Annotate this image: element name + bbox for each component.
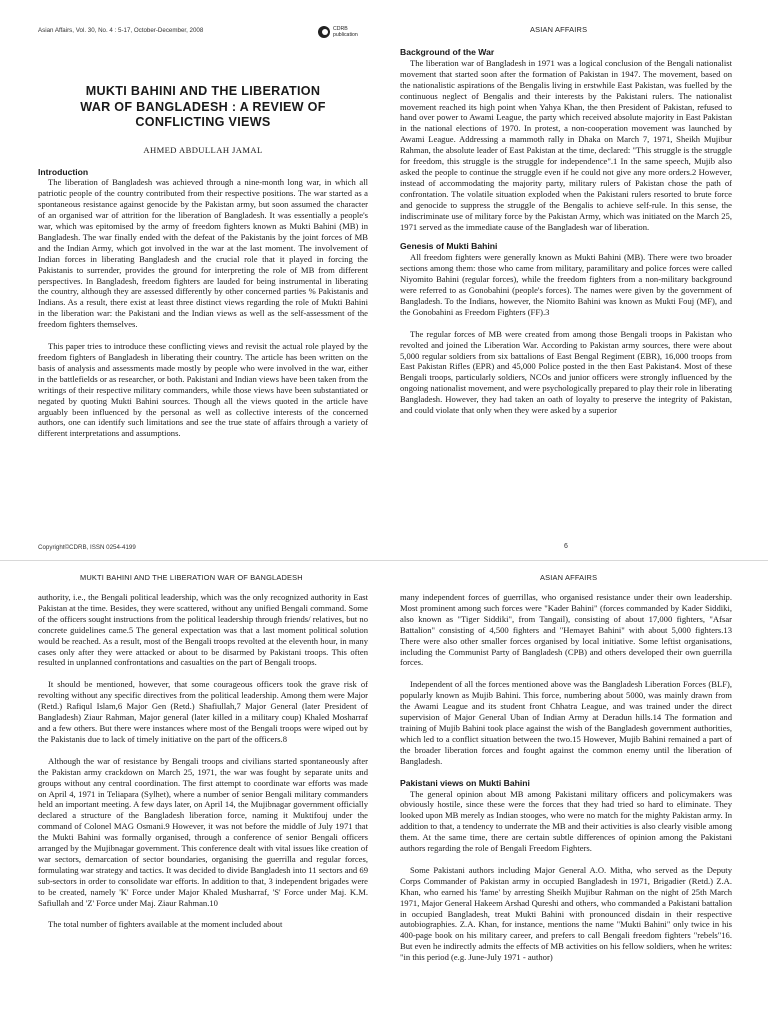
intro-paragraph-2: This paper tries to introduce these conflicting views and revisit the actual role played by the freedom fighters of Bangladesh in liberating their country. The article has been written on the basis of analysis and assessments made mostly by people who were involved in the war, either in the battlefields or as researcher, or both. Pakistani and Indian views have been taken from the writings of their respective military commanders, while those views have been substantiated or negated by quoting Mukti Bahini sources. Though all the views quoted in the article have arguably been influenced by the personal as well as collective interests of the concerned authors, one can identify such limitations and see the true state of affairs through a variety of different interpretations and assumptions. (38, 341, 368, 439)
intro-paragraph-1: The liberation of Bangladesh was achieved through a nine-month long war, in which all patriotic people of the country contributed from their respective positions. The war started as a spontaneous resistance against genocide by the Pakistan army, but soon assumed the character of an organised war of attrition for the liberation of Bangladesh. It was essentially a people's war, which was epitomised by the army of freedom fighters known as Mukti Bahini (MB) in Bangladesh. The war finally ended with the defeat of the Pakistanis by the joint forces of MB and the Indian Army, which got involved in the war at the last moment. The involvement of Indian forces in liberating Bangladesh and the crucial role that it played in forcing the Pakistanis to surrender, provides the ground for interpreting the role of MB from different perspectives. In Bangladesh, freedom fighters are lauded for being instrumental in liberating the country, although they are assessed differently by other concerned parties % Pakistanis and Indians. As a result, there exist at least three distinct views regarding the role of Mukti Bahini in the liberation war: the Pakistani and the Indian views as well as the self-assessment of the freedom fighters themselves. (38, 177, 368, 330)
right-column-page-2 (400, 592, 732, 963)
publisher-logo (318, 26, 358, 38)
introduction-heading: Introduction (38, 166, 89, 177)
genesis-heading: Genesis of Mukti Bahini (400, 241, 498, 252)
left-column-page-2 (38, 592, 368, 930)
logo-line-1: CDRB (333, 26, 348, 32)
journal-reference: Asian Affairs, Vol. 30, No. 4 : 5-17, October-December, 2008 (38, 27, 204, 34)
right-column-page-1 (400, 47, 732, 416)
right-paragraph-3: The general opinion about MB among Pakistani military officers and policymakers was obviously hostile, since these were the forces that they had tried so hard to eliminate. They looked upon MB merely as Indian stooges, who were no match for the mighty Pakistan army. In addition to that, a tendency to underrate the MB and their activities is also clearly visible among them. At the same time, there are certain subtle differences of opinion among the Pakistani authors regarding the role of Bengali Freedom Fighters. (400, 788, 732, 854)
right-paragraph-1: many independent forces of guerrillas, who organised resistance under their own leadership. Most prominent among such forces were "Kader Bahini" (forces commanded by Kader Siddiki, also known as "Tiger Siddiki", from Tangail), consisting of about 17,000 fighters, "Afsar Battalion" consisting of 4,500 fighters and "Hemayet Bahini" with about 5,000 fighters.13 There were also other smaller forces organised by local initiative. Some leftist organisations, including the Communist Party of Bangladesh (CPB) and others developed their own guerrilla forces. (400, 592, 732, 668)
running-head-left: MUKTI BAHINI AND THE LIBERATION WAR OF BANGLADESH (80, 573, 303, 582)
background-paragraph: The liberation war of Bangladesh in 1971 was a logical conclusion of the Bengali nationalist movement that started soon after the formation of Pakistan in 1947. The movement, based on the nationalistic aspirations of the Bengalis living in erstwhile East Pakistan, was fuelled by the continuous neglect of Bengalis and their interests by the Pakistani rulers. The nationalist movement reached its high point when Yahya Khan, the then President of Pakistan, refused to hand over power to Awami League, the party which received absolute majority in East Pakistan in the national elections of 1970. In protest, a non-cooperation movement was launched by Awami League. Addressing a mammoth rally in Dhaka on March 7, 1971, Sheikh Mujibur Rahman, the absolute leader of East Pakistan at the time, declared: "This struggle is the struggle for freedom, this struggle is the struggle for independence".1 In the same speech, Mujib also asked the people to continue the struggle even if he could not give any more orders.2 However, instead of accommodating the majority party, military rulers of Pakistan chose the path of confrontation. The volatile situation exploded when the Pakistani rulers resorted to brute force and genocide to suppress the struggle of the Bengalis to achieve self-rule. In this sense, the indiscriminate use of military force by the Pakistan Army, which was initiated on the March 25, 1971 served as the immediate cause of the Bangladesh war of liberation. (400, 57, 732, 232)
page-number: 6 (564, 543, 568, 550)
author-name: AHMED ABDULLAH JAMAL (143, 144, 263, 155)
left-paragraph-2: It should be mentioned, however, that some courageous officers took the grave risk of revolting without any specific directives from the political leadership. Among them were Major (Retd.) Rafiqul Islam,6 Major Gen (Retd.) Shafiullah,7 Major General (later President of Bangladesh) Ziaur Rahman, Major general (later killed in a military coup) Khaled Mosharraf and a few others. But there were instances where most of the Bengali troops were wiped out by the Pakistanis due to lack of timely initiative on the part of the officers.8 (38, 679, 368, 744)
right-paragraph-4: Some Pakistani authors including Major General A.O. Mitha, who served as the Deputy Corps Commander of Pakistan army in occupied Bangladesh in 1971, Brigadier (Retd.) Z.A. Khan, who earned his 'fame' by arresting Sheikh Mujibur Rahman on the night of 25th March 1971, Major General Hakeem Arshad Qureshi and others, who commanded a Pakistani battalion in occupied Bangladesh, treat Mukti Bahini with pronounced disdain in their respective autobiographies. Z.A. Khan, for instance, mentions the name "Mukti Bahini" only twice in his 400-page book on his military career, and prefers to call Bengali freedom fighters "rebels"16. But even he indirectly admits the effects of MB activities on his fellow soldiers, when he writes: "in this period (e.g. June-July 1971 - author) (400, 864, 732, 963)
background-heading: Background of the War (400, 47, 495, 57)
article-title (38, 84, 368, 131)
logo-line-2: publication (333, 32, 358, 38)
running-head-right-2: ASIAN AFFAIRS (540, 573, 598, 582)
cdrb-logo-icon (318, 26, 330, 38)
pakistani-views-heading: Pakistani views on Mukti Bahini (400, 777, 530, 788)
title-line-2: WAR OF BANGLADESH : A REVIEW OF (80, 99, 326, 114)
left-paragraph-3: Although the war of resistance by Bengali troops and civilians started spontaneously after the Pakistan army crackdown on March 25, 1971, the war was fought by separate units and groups without any central coordination. The first attempt to coordinate war efforts was made on April 4, 1971 in Teliapara (Sylhet), where a number of senior Bengali military commanders held an important meeting. A few days later, on April 14, the Mujibnagar government officially declared a structure of the Bangladesh liberation force, naming it Muktifouj under the command of Colonel MAG Osmani.9 However, it was not before the middle of July 1971 that the Mukti Bahini was formally organised, through a conference of senior Bengali officers arranged by the Mujibnagar government. This conference dealt with vital issues like creation of war sectors, demarcation of sector boundaries, organising the guerrilla and regular forces, formulating war strategy and tactics. It was decided to divide Bangladesh into 11 sectors and 69 sub-sectors in order to consolidate war efforts. In addition to that, 3 independent brigades were to be created, namely 'K' Force under Major Khaled Musharraf, 'S' Force under Maj. K.M. Safiullah and 'Z' Force under Maj. Ziaur Rahman.10 (38, 755, 368, 908)
left-column-page-1 (38, 84, 368, 439)
running-head-right: ASIAN AFFAIRS (530, 25, 588, 34)
left-paragraph-4: The total number of fighters available at the moment included about (48, 919, 283, 930)
copyright-notice: Copyright©CDRB, ISSN 0254-4199 (38, 544, 136, 551)
genesis-paragraph-2: The regular forces of MB were created from among those Bengali troops in Pakistan who revolted and joined the Liberation War. According to Pakistan army sources, there were about 5,000 regular soldiers from six battalions of East Bengal Regiment (EBR), 16,000 troops from East Pakistan Rifles (EPR) and 45,000 Police posted in the then East Pakistan4. Most of these Bengali troops, particularly soldiers, NCOs and junior officers were strongly influenced by the ongoing nationalist movement, and were psychologically prepared to play their role in liberating Bangladesh. However, they had taken an oath of loyalty to preserve the integrity of Pakistan, and could violate that only when they were asked by a superior (400, 328, 732, 416)
right-paragraph-2: Independent of all the forces mentioned above was the Bangladesh Liberation Forces (BLF), popularly known as Mujib Bahini. This force, numbering about 5000, was mainly drawn from the Awami League and its student front Chhatra League, and was trained under the direct supervision of Major General Uban of Indian Army at Deradun hills.14 The formation and training of Mujib Bahini took place against the wish of the Bangladesh government authorities, which led to a conflict situation between the two.15 However, Mujib Bahini remained a part of the broader liberation forces and fought against the common enemy until the liberation of Bangladesh. (400, 679, 732, 766)
journal-page-2 (0, 560, 768, 1025)
title-line-1: MUKTI BAHINI AND THE LIBERATION (85, 84, 321, 98)
genesis-paragraph-1: All freedom fighters were generally known as Mukti Bahini (MB). There were two broader sections among them: those who came from military, paramilitary and police forces were called Niyomito Bahini (regular forces), while the freedom fighters from a non-military background were referred to as Gonobahini (people's forces). The names were given by the government of Bangladesh. To the Indians, however, the Niomito Bahini was known as Mukti Fouj (MF), and the Gonobahini as Freedom Fighters (FF).3 (400, 252, 732, 317)
left-paragraph-1: authority, i.e., the Bengali political leadership, which was the only recognized authority in East Pakistan at the time. Besides, they were scattered, without any unified Bengali command. Some of the officers sought instructions from the political leadership through friends/ relatives, but no concrete guidelines came.5 The general expectation was that a last moment political solution would be reached. As a result, most of the Bengali troops revolted at the eleventh hour, in many cases only after they were attacked or about to be disarmed by Pakistani troops. This often resulted in unplanned confrontations and casualties on the part of Bengali troops. (38, 592, 368, 668)
title-line-3: CONFLICTING VIEWS (135, 115, 271, 129)
